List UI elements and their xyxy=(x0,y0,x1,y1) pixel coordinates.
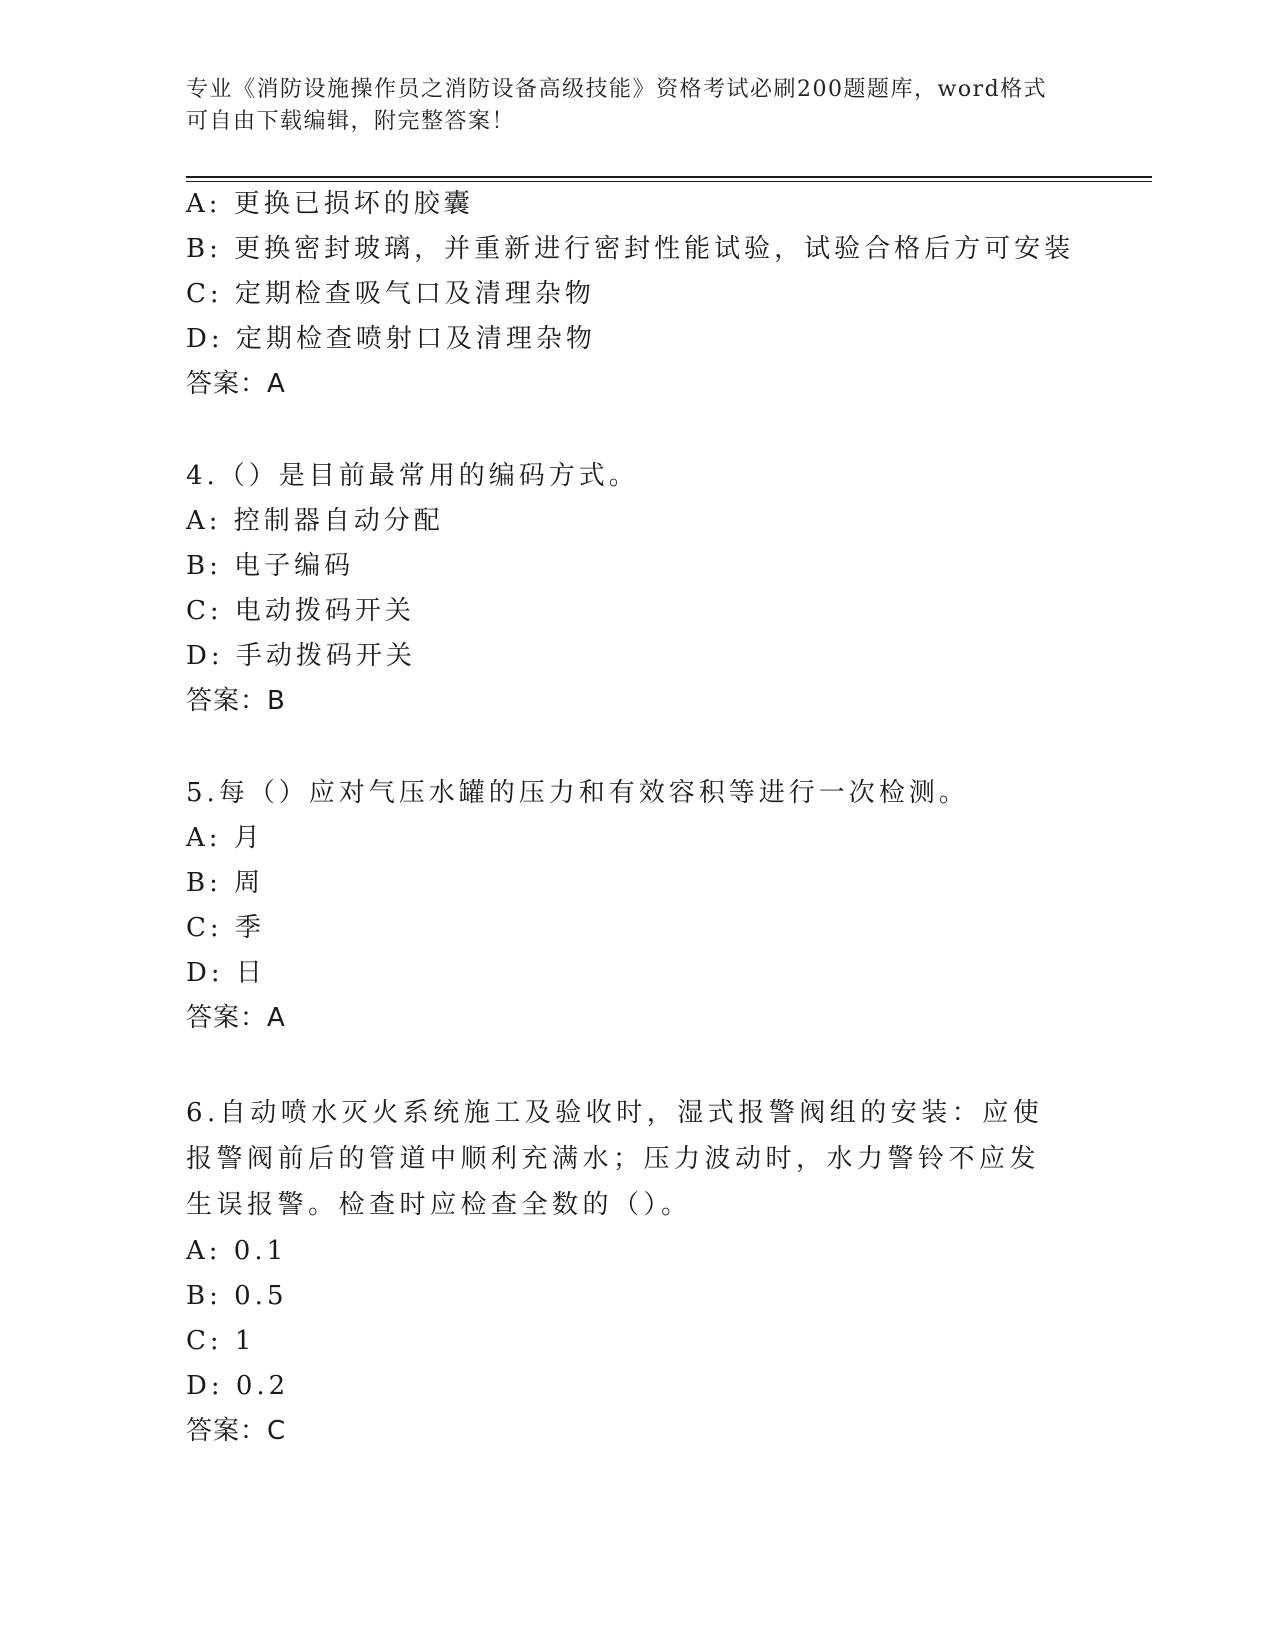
q4-question: 4.（）是目前最常用的编码方式。 xyxy=(186,461,639,491)
q6-option-c: C: 1 xyxy=(186,1326,256,1356)
q5-question: 5.每（）应对气压水罐的压力和有效容积等进行一次检测。 xyxy=(186,778,969,808)
q6-option-b: B: 0.5 xyxy=(186,1281,288,1311)
q5-option-b: B: 周 xyxy=(186,868,265,898)
q4-option-a: A: 控制器自动分配 xyxy=(186,506,444,536)
q6-option-d: D: 0.2 xyxy=(186,1371,290,1401)
q6-option-a: A: 0.1 xyxy=(186,1236,288,1266)
q5-option-c: C: 季 xyxy=(186,913,265,943)
q6-answer: 答案：C xyxy=(186,1416,287,1446)
q5-option-d: D: 日 xyxy=(186,958,266,988)
q3-answer: 答案：A xyxy=(186,369,286,399)
document-header: 专业《消防设施操作员之消防设备高级技能》资格考试必刷200题题库，word格式可自由下载编辑，附完整答案！ xyxy=(186,77,1048,134)
header-divider-thin xyxy=(186,181,1152,182)
q4-option-c: C: 电动拨码开关 xyxy=(186,596,415,626)
q4-option-d: D: 手动拨码开关 xyxy=(186,641,416,671)
q3-option-d: D: 定期检查喷射口及清理杂物 xyxy=(186,324,596,354)
q4-option-b: B: 电子编码 xyxy=(186,551,355,581)
header-divider-thick xyxy=(186,176,1152,178)
q5-option-a: A: 月 xyxy=(186,823,264,853)
q5-answer: 答案：A xyxy=(186,1003,286,1033)
q3-option-c: C: 定期检查吸气口及清理杂物 xyxy=(186,279,595,309)
q4-answer: 答案：B xyxy=(186,686,286,716)
q6-question: 6.自动喷水灭火系统施工及验收时，湿式报警阀组的安装：应使报警阀前后的管道中顺利充满水；压力波动时，水力警铃不应发生误报警。检查时应检查全数的（）。 xyxy=(186,1098,1044,1220)
q3-option-b: B: 更换密封玻璃，并重新进行密封性能试验，试验合格后方可安装 xyxy=(186,234,1075,264)
q3-option-a: A: 更换已损坏的胶囊 xyxy=(186,189,474,219)
